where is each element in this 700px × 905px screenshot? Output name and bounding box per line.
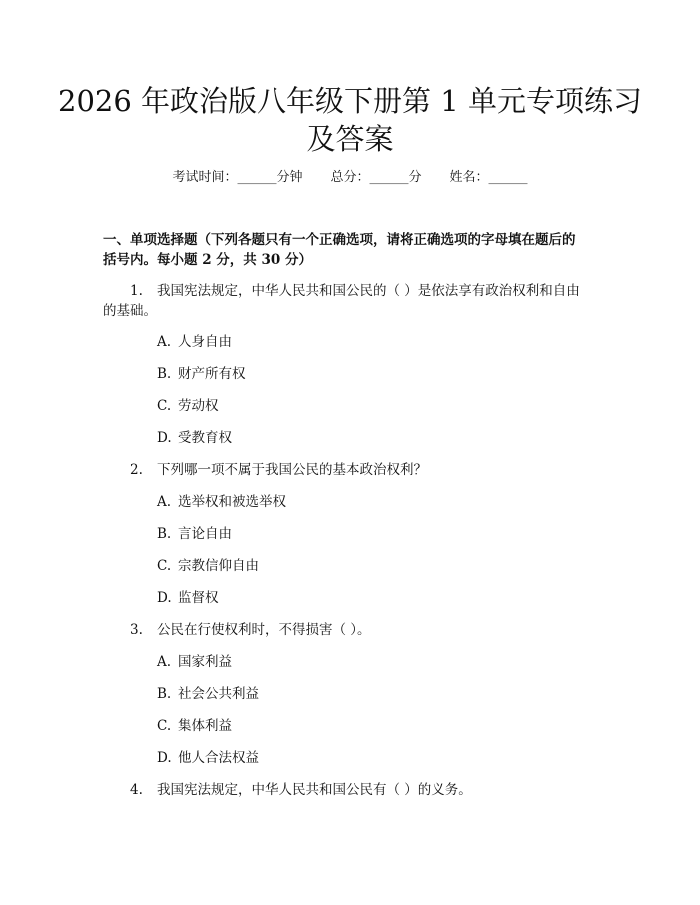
question-1 — [103, 280, 603, 302]
question-2-option-d — [157, 587, 577, 609]
option-letter: B. — [157, 686, 172, 702]
option-letter: D. — [157, 590, 172, 606]
exam-info-row — [0, 168, 700, 188]
question-text: 我国宪法规定，中华人民共和国公民的（ ）是依法享有政治权利和自由 — [157, 283, 580, 299]
option-letter: A. — [157, 654, 172, 670]
option-text: 监督权 — [178, 590, 219, 606]
question-3-option-c — [157, 715, 577, 737]
option-text: 社会公共利益 — [178, 686, 259, 702]
option-text: 人身自由 — [178, 334, 232, 350]
option-text: 受教育权 — [178, 430, 232, 446]
question-2-option-c — [157, 555, 577, 577]
question-text: 公民在行使权利时，不得损害（ ）。 — [157, 622, 371, 638]
question-1-continuation: 的基础。 — [103, 303, 157, 319]
question-2 — [103, 459, 603, 481]
option-letter: D. — [157, 750, 172, 766]
option-letter: C. — [157, 398, 172, 414]
option-letter: D. — [157, 430, 172, 446]
document-title-line-1: 2026 年政治版八年级下册第 1 单元专项练习 — [58, 84, 642, 118]
question-3-option-b — [157, 683, 577, 705]
question-3-option-a — [157, 651, 577, 673]
question-2-option-a — [157, 491, 577, 513]
question-1-option-d — [157, 427, 577, 449]
option-text: 选举权和被选举权 — [178, 494, 286, 510]
option-letter: A. — [157, 494, 172, 510]
option-text: 宗教信仰自由 — [178, 558, 259, 574]
option-text: 国家利益 — [178, 654, 232, 670]
option-text: 财产所有权 — [178, 366, 246, 382]
question-number: 4. — [130, 782, 143, 798]
option-letter: A. — [157, 334, 172, 350]
question-number: 3. — [130, 622, 143, 638]
question-1-option-a — [157, 331, 577, 353]
student-name-field: 姓名：______ — [449, 170, 528, 185]
section-heading-line-1: 一、单项选择题（下列各题只有一个正确选项，请将正确选项的字母填在题后的 — [103, 232, 576, 248]
option-letter: B. — [157, 366, 172, 382]
option-text: 劳动权 — [178, 398, 219, 414]
option-letter: C. — [157, 558, 172, 574]
question-number: 2. — [130, 462, 143, 478]
exam-time-field: 考试时间：______分钟 — [172, 170, 303, 185]
option-letter: B. — [157, 526, 172, 542]
question-3-option-d — [157, 747, 577, 769]
total-score-field: 总分：______分 — [330, 170, 422, 185]
question-4 — [103, 779, 603, 801]
option-text: 言论自由 — [178, 526, 232, 542]
option-text: 他人合法权益 — [178, 750, 259, 766]
option-text: 集体利益 — [178, 718, 232, 734]
question-1-option-c — [157, 395, 577, 417]
section-heading-line-2: 括号内。每小题 2 分，共 30 分） — [103, 252, 312, 268]
question-2-option-b — [157, 523, 577, 545]
document-title-line-2: 及答案 — [306, 122, 394, 156]
question-text: 下列哪一项不属于我国公民的基本政治权利？ — [157, 462, 427, 478]
question-3 — [103, 619, 603, 641]
question-number: 1. — [130, 283, 143, 299]
question-1-option-b — [157, 363, 577, 385]
option-letter: C. — [157, 718, 172, 734]
question-text: 我国宪法规定，中华人民共和国公民有（ ）的义务。 — [157, 782, 472, 798]
